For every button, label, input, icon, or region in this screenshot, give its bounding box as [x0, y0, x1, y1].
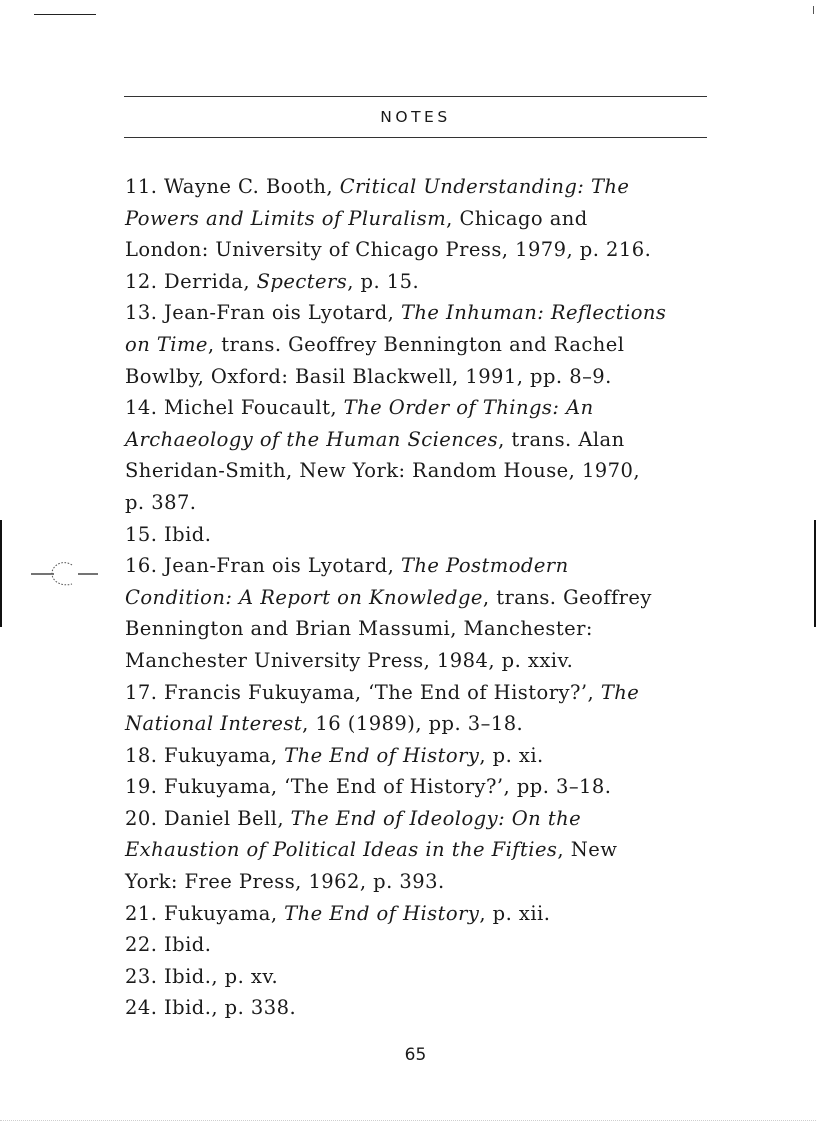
note-title-italic: The End of History — [284, 743, 480, 767]
note-title-italic: The Postmodern — [400, 554, 569, 578]
note-text: , 16 (1989), pp. 3–18. — [302, 712, 524, 736]
header-rule-bottom — [124, 137, 707, 138]
note-text: , New — [557, 838, 618, 862]
note-title-italic: on Time — [125, 332, 208, 356]
note-item — [125, 171, 725, 266]
note-text: 21. Fukuyama, — [125, 901, 285, 925]
note-text: , p. xi. — [479, 743, 544, 767]
note-text: 24. Ibid., p. 338. — [125, 996, 297, 1020]
note-title-italic: The Inhuman: Reflections — [400, 301, 667, 325]
note-text: London: University of Chicago Press, 1979, p. 216. — [125, 238, 652, 262]
note-title-italic: The — [600, 680, 640, 704]
note-title-italic: The End of History — [284, 901, 480, 925]
note-item — [125, 297, 725, 392]
note-text: 22. Ibid. — [125, 933, 212, 957]
registration-mark-icon — [28, 556, 100, 592]
note-item — [125, 392, 725, 518]
trim-mark-left — [0, 520, 2, 627]
note-title-italic: Exhaustion of Political Ideas in the Fifties — [125, 838, 558, 862]
note-text: 15. Ibid. — [125, 522, 212, 546]
note-item — [125, 929, 725, 961]
note-text: Manchester University Press, 1984, p. xxiv. — [125, 648, 574, 672]
note-text: 23. Ibid., p. xv. — [125, 964, 279, 988]
page-bottom-edge — [0, 1120, 816, 1121]
note-item — [125, 740, 725, 772]
note-title-italic: Archaeology of the Human Sciences — [125, 427, 499, 451]
note-item — [125, 550, 725, 676]
note-text: Sheridan-Smith, New York: Random House, 1970, — [125, 459, 641, 483]
note-text: 14. Michel Foucault, — [125, 396, 344, 420]
note-text: 20. Daniel Bell, — [125, 806, 291, 830]
note-title-italic: Powers and Limits of Pluralism — [125, 206, 447, 230]
note-item — [125, 266, 725, 298]
note-text: , p. 15. — [347, 269, 420, 293]
note-text: p. 387. — [125, 490, 197, 514]
notes-list — [125, 171, 725, 1024]
note-text: Bennington and Brian Massumi, Manchester: — [125, 617, 593, 641]
note-text: , trans. Alan — [498, 427, 625, 451]
note-title-italic: National Interest — [125, 712, 303, 736]
note-text: , Chicago and — [446, 206, 588, 230]
note-text: 18. Fukuyama, — [125, 743, 285, 767]
note-title-italic: Specters — [256, 269, 348, 293]
note-text: 13. Jean-Fran ois Lyotard, — [125, 301, 401, 325]
note-text: 16. Jean-Fran ois Lyotard, — [125, 554, 401, 578]
note-text: York: Free Press, 1962, p. 393. — [125, 870, 445, 894]
page-number: 65 — [404, 1045, 427, 1065]
note-title-italic: The End of Ideology: On the — [290, 806, 582, 830]
note-item — [125, 992, 725, 1024]
note-item — [125, 898, 725, 930]
note-text: 12. Derrida, — [125, 269, 257, 293]
note-title-italic: Critical Understanding: The — [339, 175, 630, 198]
note-text: 17. Francis Fukuyama, ‘The End of History?’, — [125, 680, 601, 704]
header-rule-top — [124, 96, 707, 97]
note-title-italic: The Order of Things: An — [343, 396, 594, 420]
note-item — [125, 519, 725, 551]
note-item — [125, 961, 725, 993]
note-text: , trans. Geoffrey Bennington and Rachel — [207, 332, 625, 356]
note-text: , trans. Geoffrey — [482, 585, 652, 609]
note-item — [125, 677, 725, 740]
note-text: Bowlby, Oxford: Basil Blackwell, 1991, pp. 8–9. — [125, 364, 612, 388]
running-head: NOTES — [380, 108, 451, 126]
note-title-italic: Condition: A Report on Knowledge — [125, 585, 483, 609]
note-item — [125, 771, 725, 803]
crop-mark-top-left — [34, 14, 96, 15]
note-item — [125, 803, 725, 898]
note-text: 11. Wayne C. Booth, — [125, 175, 340, 198]
note-text: , p. xii. — [479, 901, 551, 925]
crop-mark-top-right — [813, 6, 814, 14]
note-text: 19. Fukuyama, ‘The End of History?’, pp. 3–18. — [125, 775, 612, 799]
